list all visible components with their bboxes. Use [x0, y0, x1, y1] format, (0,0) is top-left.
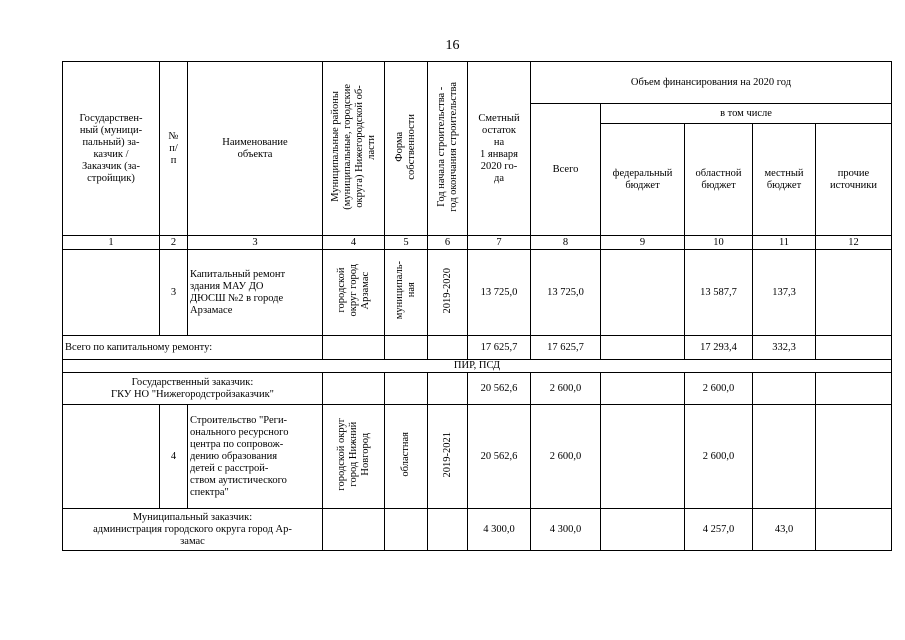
total: 2 600,0 [531, 405, 601, 509]
header-federal: федеральный бюджет [601, 124, 685, 236]
col-number: 4 [323, 236, 385, 250]
district: городской округ город Нижний Новгород [323, 405, 385, 509]
header-financing: Объем финансирования на 2020 год [531, 62, 892, 104]
col-number: 5 [385, 236, 428, 250]
local: 332,3 [753, 336, 816, 360]
col-number: 2 [160, 236, 188, 250]
column-numbers-row [63, 236, 892, 250]
federal [601, 250, 685, 336]
col-number: 8 [531, 236, 601, 250]
regional: 17 293,4 [685, 336, 753, 360]
row-number: 4 [160, 405, 188, 509]
total-label: Всего по капитальному ремонту: [63, 336, 323, 360]
ownership: муниципаль- ная [385, 250, 428, 336]
col-number: 12 [816, 236, 892, 250]
customer-label: Муниципальный заказчик: администрация городского округа город Ар- замас [63, 509, 323, 551]
header-number: № п/ п [160, 62, 188, 236]
table-row [63, 405, 892, 509]
other [816, 405, 892, 509]
estimate: 20 562,6 [468, 405, 531, 509]
estimate: 17 625,7 [468, 336, 531, 360]
header-including: в том числе [601, 104, 892, 124]
customer-label: Государственный заказчик: ГКУ НО "Нижегородстройзаказчик" [63, 373, 323, 405]
col-number: 9 [601, 236, 685, 250]
regional: 4 257,0 [685, 509, 753, 551]
customer-row [63, 373, 892, 405]
total: 13 725,0 [531, 250, 601, 336]
estimate: 20 562,6 [468, 373, 531, 405]
financing-table [62, 61, 892, 551]
col-number: 6 [428, 236, 468, 250]
header-customer: Государствен- ный (муници- пальный) за- казчик / Заказчик (за- стройщик) [63, 62, 160, 236]
col-number: 10 [685, 236, 753, 250]
header-object-name: Наименование объекта [188, 62, 323, 236]
regional: 13 587,7 [685, 250, 753, 336]
header-years: Год начала строительства - год окончания строительства [428, 62, 468, 236]
regional: 2 600,0 [685, 405, 753, 509]
header-regional: областной бюджет [685, 124, 753, 236]
section-title: ПИР, ПСД [63, 360, 892, 373]
object-name: Капитальный ремонт здания МАУ ДО ДЮСШ №2 в городе Арзамасе [188, 250, 323, 336]
local: 43,0 [753, 509, 816, 551]
header-local: местный бюджет [753, 124, 816, 236]
regional: 2 600,0 [685, 373, 753, 405]
col-number: 3 [188, 236, 323, 250]
col-number: 11 [753, 236, 816, 250]
page-number: 16 [445, 38, 460, 53]
ownership: областная [385, 405, 428, 509]
section-row [63, 360, 892, 373]
header-ownership: Форма собственности [385, 62, 428, 236]
total-row [63, 336, 892, 360]
col-number: 1 [63, 236, 160, 250]
local [753, 405, 816, 509]
years: 2019-2021 [428, 405, 468, 509]
col-number: 7 [468, 236, 531, 250]
total: 17 625,7 [531, 336, 601, 360]
district: городской округ город Арзамас [323, 250, 385, 336]
header-total: Всего [531, 104, 601, 236]
federal [601, 405, 685, 509]
total: 4 300,0 [531, 509, 601, 551]
estimate: 4 300,0 [468, 509, 531, 551]
total: 2 600,0 [531, 373, 601, 405]
header-other: прочие источники [816, 124, 892, 236]
header-estimate: Сметный остаток на 1 января 2020 го- да [468, 62, 531, 236]
customer-row [63, 509, 892, 551]
years: 2019-2020 [428, 250, 468, 336]
local: 137,3 [753, 250, 816, 336]
estimate: 13 725,0 [468, 250, 531, 336]
header-districts: Муниципальные районы (муниципальные, городские округа) Нижегородской об- ласти [323, 62, 385, 236]
other [816, 250, 892, 336]
object-name: Строительство "Реги- онального ресурсного центра по сопровож- дению образования детей с расстрой- ством аутистического спектра" [188, 405, 323, 509]
row-number: 3 [160, 250, 188, 336]
table-row [63, 250, 892, 336]
